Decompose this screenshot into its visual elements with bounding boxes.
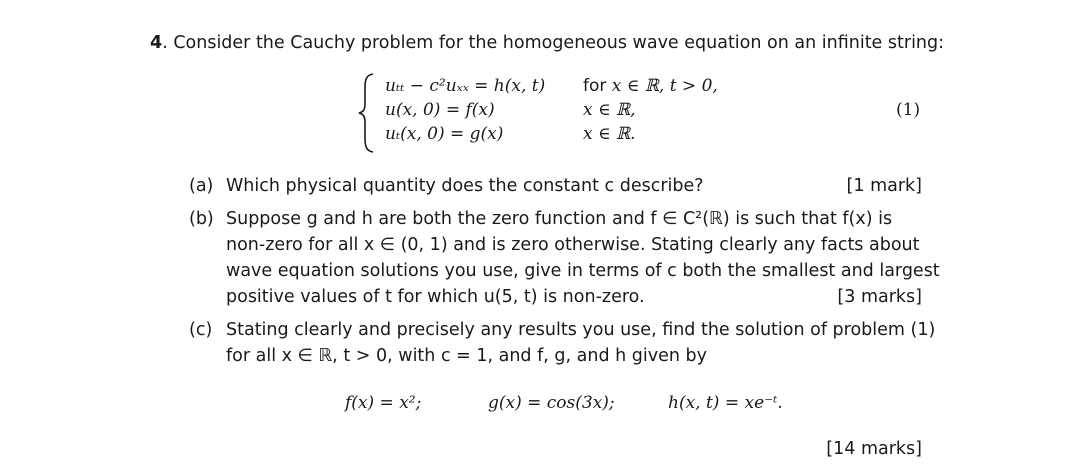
part-b-marks: [3 marks] <box>837 287 922 307</box>
condition-3: x ∈ ℝ. <box>583 124 636 144</box>
condition-text: x ∈ ℝ, t > 0, <box>611 76 718 96</box>
condition-1 <box>583 76 718 96</box>
left-brace <box>356 72 378 154</box>
equation-tag: (1) <box>896 100 921 120</box>
part-c-line-2: for all x ∈ ℝ, t > 0, with c = 1, and f, g, and h given by <box>226 346 707 366</box>
part-c-marks: [14 marks] <box>826 439 922 459</box>
part-b-line-1: Suppose g and h are both the zero function and f ∈ C²(ℝ) is such that f(x) is <box>226 209 893 229</box>
function-g: g(x) = cos(3x); <box>488 393 615 413</box>
system-equation-3: uₜ(x, 0) = g(x) <box>385 124 504 144</box>
part-b-line-4: positive values of t for which u(5, t) is non-zero. <box>226 287 645 307</box>
part-c-label: (c) <box>189 320 213 340</box>
question-number: 4 <box>150 33 163 53</box>
question-header <box>150 33 944 53</box>
part-b-label: (b) <box>189 209 214 229</box>
part-a-text: Which physical quantity does the constant c describe? <box>226 176 704 196</box>
part-a-label: (a) <box>189 176 214 196</box>
part-b-line-3: wave equation solutions you use, give in terms of c both the smallest and largest <box>226 261 940 281</box>
condition-prefix: for <box>583 76 607 96</box>
system-equation-1: uₜₜ − c²uₓₓ = h(x, t) <box>385 76 546 96</box>
part-c-line-1: Stating clearly and precisely any results you use, find the solution of problem (1) <box>226 320 936 340</box>
condition-2: x ∈ ℝ, <box>583 100 636 120</box>
function-f: f(x) = x²; <box>345 393 422 413</box>
system-equation-2: u(x, 0) = f(x) <box>385 100 495 120</box>
part-a-marks: [1 mark] <box>846 176 922 196</box>
part-b-line-2: non-zero for all x ∈ (0, 1) and is zero otherwise. Stating clearly any facts about <box>226 235 920 255</box>
function-h: h(x, t) = xe⁻ᵗ. <box>668 393 783 413</box>
question-intro: . Consider the Cauchy problem for the homogeneous wave equation on an infinite string: <box>162 33 945 53</box>
